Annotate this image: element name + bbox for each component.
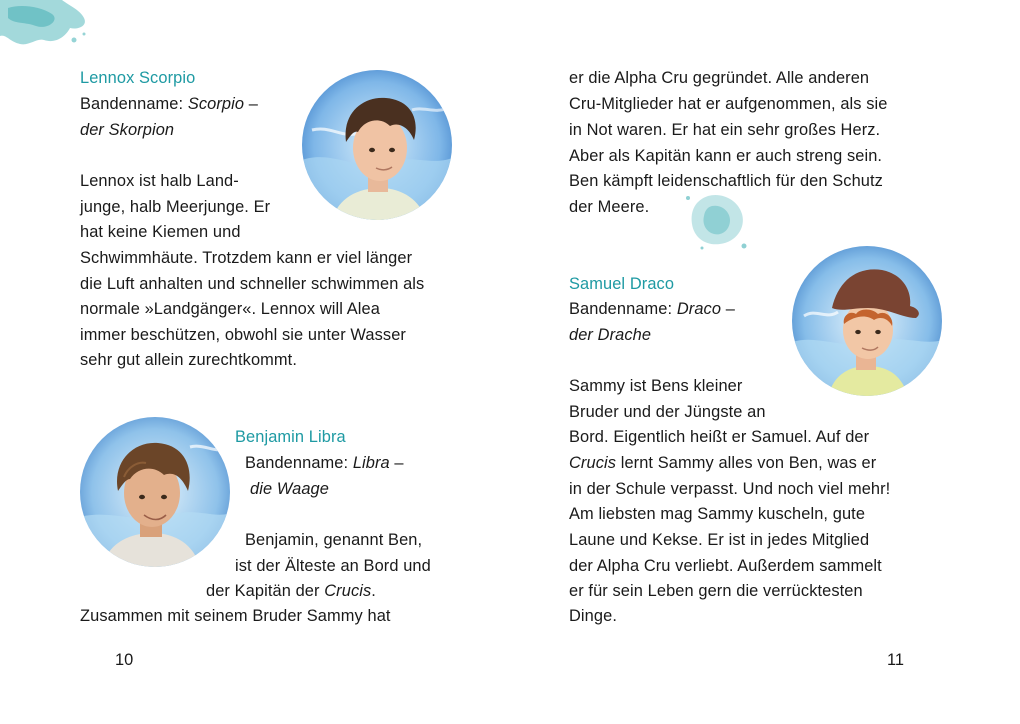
band-meaning-text: der Drache xyxy=(569,326,652,344)
ben-continued-line: Ben kämpft leidenschaftlich für den Schutz xyxy=(569,172,883,190)
benjamin-body-line: Benjamin, genannt Ben, xyxy=(245,531,423,549)
samuel-body-line: der Alpha Cru verliebt. Außerdem sammelt xyxy=(569,557,882,575)
ben-continued-line: der Meere. xyxy=(569,198,650,216)
benjamin-body-line: ist der Älteste an Bord und xyxy=(235,557,431,575)
lennox-body-line: hat keine Kiemen und xyxy=(80,223,241,241)
lennox-body-line: immer beschützen, obwohl sie unter Wasser xyxy=(80,326,406,344)
band-label: Bandenname: xyxy=(245,454,353,472)
samuel-name: Samuel Draco xyxy=(569,275,675,293)
band-meaning-text: der Skorpion xyxy=(80,121,175,139)
watercolor-splash-icon xyxy=(0,0,90,52)
band-label: Bandenname: xyxy=(569,300,677,318)
lennox-name: Lennox Scorpio xyxy=(80,69,196,87)
ben-continued-line: er die Alpha Cru gegründet. Alle anderen xyxy=(569,69,870,87)
benjamin-body-line xyxy=(206,581,376,601)
body-text: . xyxy=(371,582,376,600)
lennox-band-meaning xyxy=(80,120,174,140)
samuel-body-line: Bruder und der Jüngste an xyxy=(569,403,766,421)
body-text: der Kapitän der xyxy=(206,582,325,600)
ben-continued-line: Cru-Mitglieder hat er aufgenommen, als sie xyxy=(569,95,888,113)
ben-continued-line: Aber als Kapitän kann er auch streng sein. xyxy=(569,147,883,165)
page-number-left: 10 xyxy=(115,651,134,669)
lennox-body-line: Lennox ist halb Land- xyxy=(80,172,239,190)
ship-name: Crucis xyxy=(569,454,617,472)
samuel-body-line: Laune und Kekse. Er ist in jedes Mitglied xyxy=(569,531,870,549)
band-label: Bandenname: xyxy=(80,95,188,113)
samuel-band-line xyxy=(569,299,735,319)
band-meaning-text: die Waage xyxy=(250,480,329,498)
band-name: Scorpio xyxy=(187,95,245,113)
samuel-body-line: Sammy ist Bens kleiner xyxy=(569,377,743,395)
benjamin-band-line xyxy=(245,453,404,473)
band-name: Draco xyxy=(676,300,722,318)
benjamin-band-meaning xyxy=(250,479,329,499)
lennox-body-line: Schwimmhäute. Trotzdem kann er viel länger xyxy=(80,249,413,267)
lennox-portrait xyxy=(302,70,452,220)
benjamin-name: Benjamin Libra xyxy=(235,428,346,446)
samuel-body-line: Bord. Eigentlich heißt er Samuel. Auf der xyxy=(569,428,870,446)
samuel-band-meaning xyxy=(569,325,651,345)
ship-name: Crucis xyxy=(324,582,372,600)
watercolor-splash-icon xyxy=(678,188,752,254)
samuel-portrait xyxy=(792,246,942,396)
benjamin-portrait xyxy=(80,417,230,567)
right-page xyxy=(510,0,1020,724)
band-dash: – xyxy=(389,454,404,472)
samuel-body-line: Am liebsten mag Sammy kuscheln, gute xyxy=(569,505,866,523)
samuel-body-line: Dinge. xyxy=(569,607,617,625)
samuel-body-line: er für sein Leben gern die verrücktesten xyxy=(569,582,863,600)
lennox-body-line: junge, halb Meerjunge. Er xyxy=(80,198,271,216)
body-text: lernt Sammy alles von Ben, was er xyxy=(616,454,877,472)
samuel-body-line: in der Schule verpasst. Und noch viel mehr! xyxy=(569,480,891,498)
band-dash: – xyxy=(721,300,735,318)
lennox-band-line xyxy=(80,94,258,114)
band-dash: – xyxy=(244,95,258,113)
band-name: Libra xyxy=(352,454,390,472)
lennox-body-line: sehr gut allein zurechtkommt. xyxy=(80,351,297,369)
lennox-body-line: die Luft anhalten und schneller schwimmen als xyxy=(80,275,425,293)
ben-continued-line: in Not waren. Er hat ein sehr großes Herz. xyxy=(569,121,881,139)
benjamin-body-line: Zusammen mit seinem Bruder Sammy hat xyxy=(80,607,391,625)
page-number-right: 11 xyxy=(887,651,905,669)
samuel-body-line xyxy=(569,453,876,473)
lennox-body-line: normale »Landgänger«. Lennox will Alea xyxy=(80,300,380,318)
